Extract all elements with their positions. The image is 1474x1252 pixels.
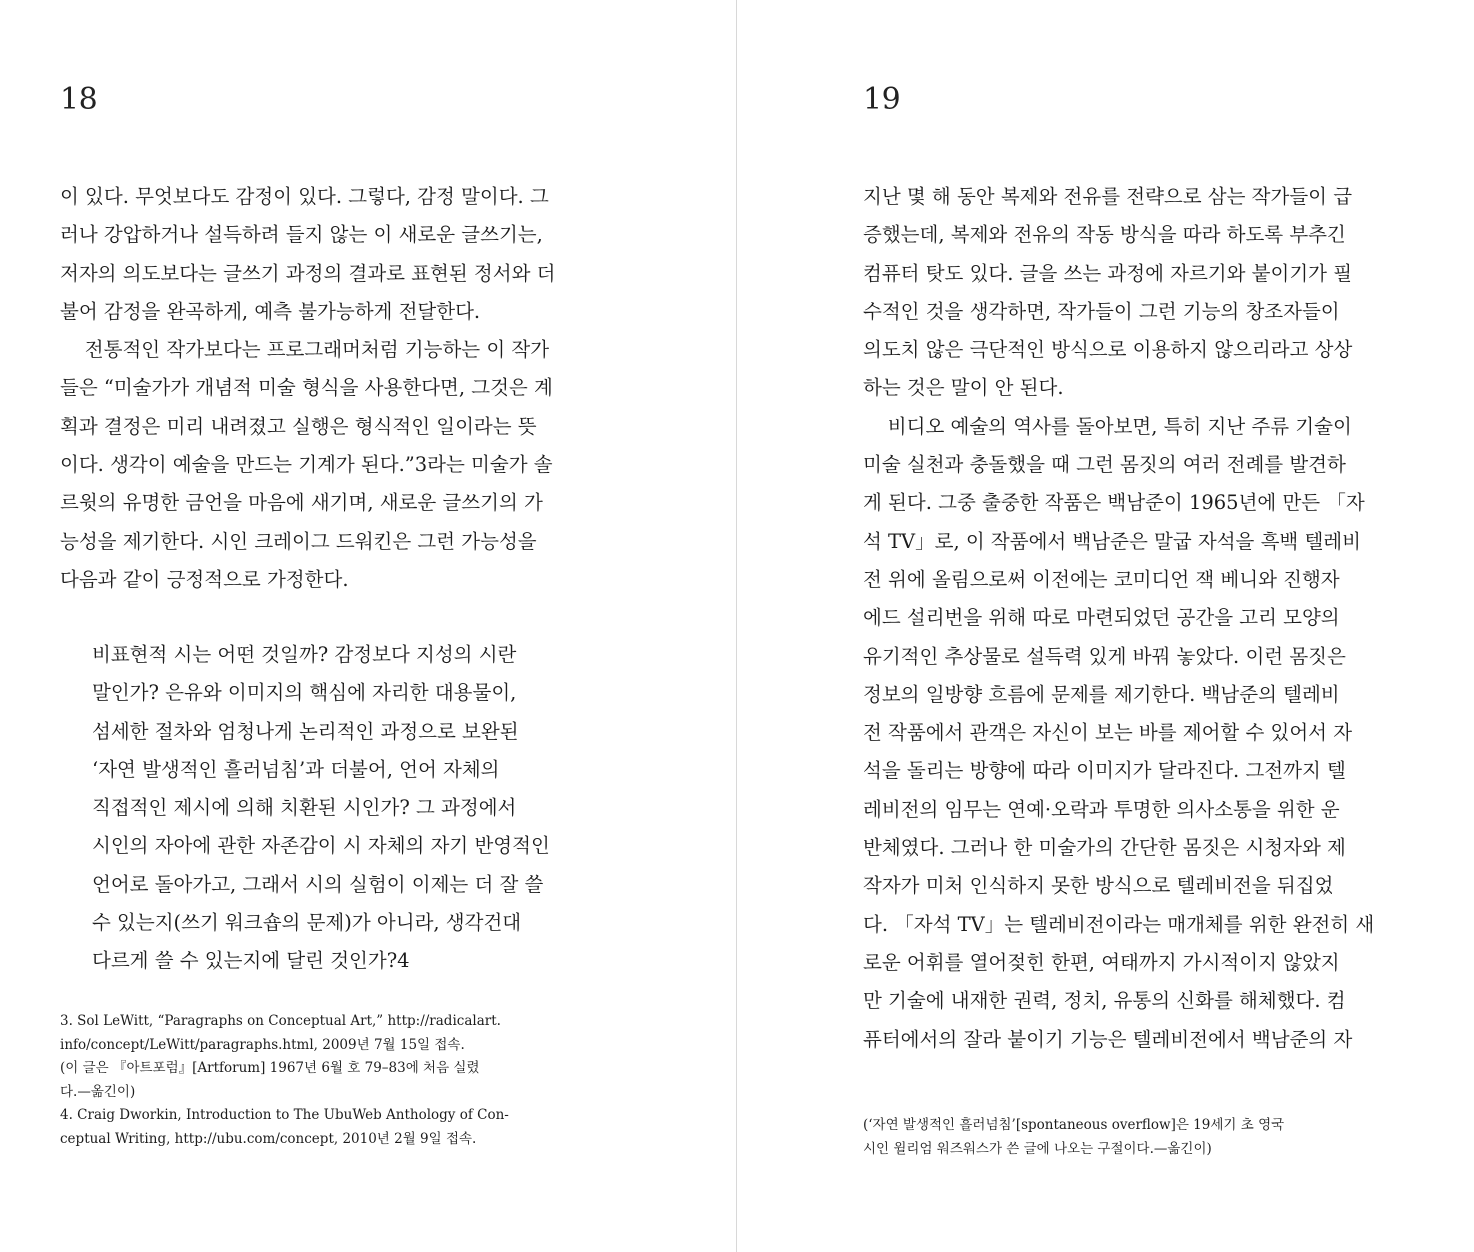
text-line: 에드 설리번을 위해 따로 마련되었던 공간을 고리 모양의 xyxy=(863,606,1340,630)
page-number: 19 xyxy=(863,82,901,117)
text-line: 비디오 예술의 역사를 돌아보면, 특히 지난 주류 기술이 xyxy=(863,414,1352,438)
text-line: 전 작품에서 관객은 자신이 보는 바를 제어할 수 있어서 자 xyxy=(863,721,1353,745)
text-line: 이다. 생각이 예술을 만드는 기계가 된다.”3라는 미술가 솔 xyxy=(60,453,553,477)
quote-line: 말인가? 은유와 이미지의 핵심에 자리한 대용물이, xyxy=(92,681,517,705)
text-line: 다. 「자석 TV」는 텔레비전이라는 매개체를 위한 완전히 새 xyxy=(863,912,1375,936)
text-line: 능성을 제기한다. 시인 크레이그 드워킨은 그런 가능성을 xyxy=(60,529,537,553)
text-line: 전 위에 올림으로써 이전에는 코미디언 잭 베니와 진행자 xyxy=(863,567,1340,591)
page-number: 18 xyxy=(60,82,98,117)
text-line: 정보의 일방향 흐름에 문제를 제기한다. 백남준의 텔레비 xyxy=(863,682,1340,706)
text-line: 컴퓨터 탓도 있다. 글을 쓰는 과정에 자르기와 붙이기가 필 xyxy=(863,261,1353,285)
footnote-line: info/concept/LeWitt/paragraphs.html, 2009년 7월 15일 접속. xyxy=(60,1036,465,1053)
quote-line: ‘자연 발생적인 흘러넘침’과 더불어, 언어 자체의 xyxy=(92,757,500,781)
quote-line: 섬세한 절차와 엄청나게 논리적인 과정으로 보완된 xyxy=(92,719,519,743)
footnote-line: (‘자연 발생적인 흘러넘침’[spontaneous overflow]은 19세기 초 영국 xyxy=(863,1117,1285,1133)
body-text xyxy=(863,178,1415,1059)
text-line: 획과 결정은 미리 내려졌고 실행은 형식적인 일이라는 뜻 xyxy=(60,414,537,438)
text-line: 작자가 미처 인식하지 못한 방식으로 텔레비전을 뒤집었 xyxy=(863,874,1334,898)
footnotes xyxy=(60,1010,560,1151)
footnote-line: (이 글은 『아트포럼』[Artforum] 1967년 6월 호 79–83에 처음 실렸 xyxy=(60,1060,480,1076)
quote-line: 비표현적 시는 어떤 것일까? 감정보다 지성의 시란 xyxy=(92,643,517,666)
quote-line: 언어로 돌아가고, 그래서 시의 실험이 이제는 더 잘 쓸 xyxy=(92,872,544,896)
text-line: 불어 감정을 완곡하게, 예측 불가능하게 전달한다. xyxy=(60,299,481,323)
body-text xyxy=(60,178,610,599)
text-line: 만 기술에 내재한 권력, 정치, 유통의 신화를 해체했다. 컴 xyxy=(863,989,1346,1013)
text-line: 수적인 것을 생각하면, 작가들이 그런 기능의 창조자들이 xyxy=(863,299,1340,323)
text-line: 전통적인 작가보다는 프로그래머처럼 기능하는 이 작가 xyxy=(60,338,550,362)
footnote-line: 다.—옮긴이) xyxy=(60,1083,136,1100)
text-line: 게 된다. 그중 출중한 작품은 백남준이 1965년에 만든 「자 xyxy=(863,491,1365,515)
footnote-line: 3. Sol LeWitt, “Paragraphs on Conceptual Art,” http://radicalart. xyxy=(60,1013,501,1029)
text-line: 하는 것은 말이 안 된다. xyxy=(863,376,1064,400)
text-line: 지난 몇 해 동안 복제와 전유를 전략으로 삼는 작가들이 급 xyxy=(863,185,1353,208)
text-line: 이 있다. 무엇보다도 감정이 있다. 그렇다, 감정 말이다. 그 xyxy=(60,185,549,208)
text-line: 들은 “미술가가 개념적 미술 형식을 사용한다면, 그것은 계 xyxy=(60,376,553,400)
quote-line: 시인의 자아에 관한 자존감이 시 자체의 자기 반영적인 xyxy=(92,834,550,858)
text-line: 석 TV」로, 이 작품에서 백남준은 말굽 자석을 흑백 텔레비 xyxy=(863,529,1361,553)
footnote-line: ceptual Writing, http://ubu.com/concept, 2010년 2월 9일 접속. xyxy=(60,1130,477,1147)
text-line: 증했는데, 복제와 전유의 작동 방식을 따라 하도록 부추긴 xyxy=(863,223,1346,247)
text-line: 르윗의 유명한 금언을 마음에 새기며, 새로운 글쓰기의 가 xyxy=(60,491,543,515)
footnote-line: 시인 윌리엄 워즈워스가 쓴 글에 나오는 구절이다.—옮긴이) xyxy=(863,1140,1212,1157)
quote-line: 수 있는지(쓰기 워크숍의 문제)가 아니라, 생각건대 xyxy=(92,911,522,935)
footnote-line: 4. Craig Dworkin, Introduction to The UbuWeb Anthology of Con- xyxy=(60,1107,509,1123)
text-line: 퓨터에서의 잘라 붙이기 기능은 텔레비전에서 백남준의 자 xyxy=(863,1027,1353,1051)
text-line: 유기적인 추상물로 설득력 있게 바꿔 놓았다. 이런 몸짓은 xyxy=(863,644,1346,668)
text-line: 로운 어휘를 열어젖힌 한편, 여태까지 가시적이지 않았지 xyxy=(863,950,1340,974)
text-line: 석을 돌리는 방향에 따라 이미지가 달라진다. 그전까지 텔 xyxy=(863,759,1346,783)
text-line: 반체였다. 그러나 한 미술가의 간단한 몸짓은 시청자와 제 xyxy=(863,836,1346,860)
text-line: 레비전의 임무는 연예·오락과 투명한 의사소통을 위한 운 xyxy=(863,797,1340,821)
text-line: 러나 강압하거나 설득하려 들지 않는 이 새로운 글쓰기는, xyxy=(60,223,543,247)
text-line: 의도치 않은 극단적인 방식으로 이용하지 않으리라고 상상 xyxy=(863,338,1353,362)
quote-line: 직접적인 제시에 의해 치환된 시인가? 그 과정에서 xyxy=(92,796,517,820)
quote-line: 다르게 쓸 수 있는지에 달린 것인가?4 xyxy=(92,949,410,973)
right-page xyxy=(737,0,1474,1252)
text-line: 다음과 같이 긍정적으로 가정한다. xyxy=(60,567,349,591)
footnotes xyxy=(863,1114,1383,1161)
block-quote xyxy=(92,636,612,981)
text-line: 미술 실천과 충돌했을 때 그런 몸짓의 여러 전례를 발견하 xyxy=(863,453,1346,477)
text-line: 저자의 의도보다는 글쓰기 과정의 결과로 표현된 정서와 더 xyxy=(60,261,556,285)
